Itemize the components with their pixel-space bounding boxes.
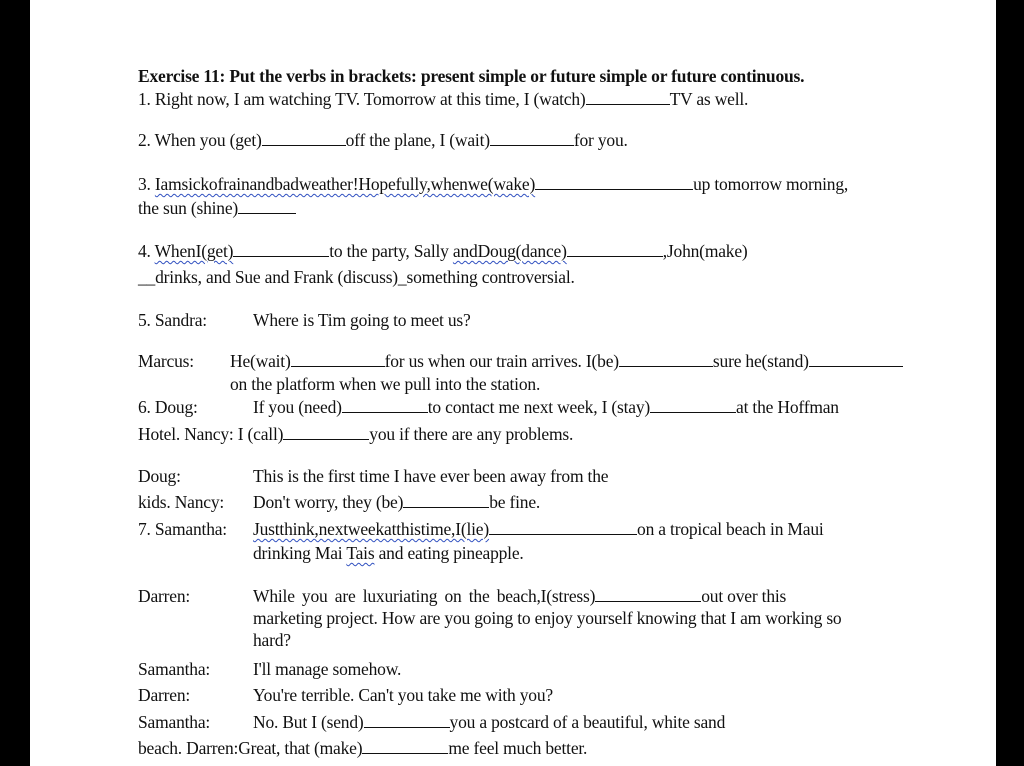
question-4-line-2	[138, 267, 575, 287]
nancy-text-end-2: be fine.	[489, 492, 541, 512]
doug-text-mid: to contact me next week, I (stay)	[427, 397, 651, 417]
answer-blank[interactable]	[233, 241, 329, 257]
answer-blank[interactable]	[650, 397, 736, 413]
nancy-text-end: you if there are any problems.	[369, 424, 574, 444]
answer-blank[interactable]	[567, 241, 663, 257]
samantha-line	[253, 519, 824, 539]
answer-blank[interactable]	[403, 492, 489, 508]
darren-text-final: beach. Darren:Great, that (make)	[138, 738, 363, 758]
question-3	[138, 174, 848, 194]
q4-text-mid: ,John(make)	[662, 241, 748, 261]
answer-blank[interactable]	[490, 130, 574, 146]
answer-blank[interactable]	[619, 351, 713, 367]
doug-line-2	[138, 424, 573, 444]
question-1	[138, 89, 748, 109]
doug-text-end: at the Hoffman	[736, 397, 839, 417]
q2-text-mid: off the plane, I (wait)	[345, 130, 490, 150]
answer-blank[interactable]	[362, 738, 448, 754]
samantha-text-end-3: you a postcard of a beautiful, white sand	[449, 712, 726, 732]
exercise-title: Exercise 11: Put the verbs in brackets: present simple or future simple or future continuous.	[138, 66, 805, 86]
darren-line	[253, 586, 865, 606]
speaker-darren: Darren:	[138, 586, 191, 606]
q3-number: 3.	[138, 174, 155, 194]
samantha-line-2	[253, 543, 524, 563]
samantha-line-3: I'll manage somehow.	[253, 659, 402, 679]
samantha-text-3: No. But I (send)	[253, 712, 364, 732]
answer-blank[interactable]	[283, 424, 369, 440]
marcus-text-mid-2: sure he(stand)	[712, 351, 809, 371]
doug-line	[253, 397, 839, 417]
answer-blank[interactable]	[238, 198, 296, 214]
samantha-text-misspelled-2: Tais	[346, 543, 375, 563]
samantha-line-4	[253, 712, 725, 732]
nancy-text: Hotel. Nancy: I (call)	[138, 424, 284, 444]
document-page	[30, 0, 996, 766]
answer-blank[interactable]	[489, 519, 637, 535]
marcus-line	[230, 351, 903, 371]
speaker-sandra: 5. Sandra:	[138, 310, 207, 330]
answer-blank[interactable]	[595, 586, 701, 602]
darren-text: While you are luxuriating on the beach,I(stress)	[253, 586, 596, 606]
answer-blank[interactable]	[342, 397, 428, 413]
samantha-text-end: on a tropical beach in Maui	[637, 519, 824, 539]
q4-text: to the party, Sally	[329, 241, 453, 261]
marcus-line-2: on the platform when we pull into the station.	[230, 374, 541, 394]
speaker-nancy: kids. Nancy:	[138, 492, 225, 512]
marcus-text-mid: for us when our train arrives. I(be)	[384, 351, 619, 371]
speaker-samantha: 7. Samantha:	[138, 519, 227, 539]
nancy-text-2: Don't worry, they (be)	[253, 492, 404, 512]
darren-line-4: You're terrible. Can't you take me with you?	[253, 685, 553, 705]
samantha-text-misspelled: Justthink,nextweekatthistime,I(lie)	[253, 519, 490, 539]
answer-blank[interactable]	[586, 89, 670, 105]
answer-blank[interactable]	[291, 351, 385, 367]
q1-text-end: TV as well.	[669, 89, 749, 109]
question-2	[138, 130, 628, 150]
q4-text-end: __drinks, and Sue and Frank (discuss)_something controversial.	[138, 267, 575, 287]
q1-text: 1. Right now, I am watching TV. Tomorrow at this time, I (watch)	[138, 89, 586, 109]
q4-number: 4.	[138, 241, 155, 261]
speaker-samantha-3: Samantha:	[138, 712, 211, 732]
nancy-line	[253, 492, 540, 512]
q4-text-misspelled: WhenI(get)	[154, 241, 234, 261]
answer-blank[interactable]	[809, 351, 903, 367]
answer-blank[interactable]	[535, 174, 693, 190]
sandra-line: Where is Tim going to meet us?	[253, 310, 471, 330]
q2-text: 2. When you (get)	[138, 130, 262, 150]
q3-text-misspelled: Iamsickofrainandbadweather!Hopefully,whenwe(wake)	[154, 174, 536, 194]
samantha-text: drinking Mai	[253, 543, 347, 563]
question-4	[138, 241, 748, 261]
speaker-darren-2: Darren:	[138, 685, 191, 705]
question-3-line-2	[138, 198, 296, 218]
darren-text-end: out over this	[701, 586, 787, 606]
samantha-text-2: and eating pineapple.	[374, 543, 524, 563]
q4-text-misspelled-2: andDoug(dance)	[452, 241, 567, 261]
marcus-text: He(wait)	[230, 351, 291, 371]
q2-text-end: for you.	[573, 130, 628, 150]
darren-text-final-end: me feel much better.	[448, 738, 588, 758]
q3-text-mid: up tomorrow morning,	[693, 174, 849, 194]
speaker-samantha-2: Samantha:	[138, 659, 211, 679]
answer-blank[interactable]	[262, 130, 346, 146]
darren-line-3: hard?	[253, 630, 291, 650]
speaker-doug: 6. Doug:	[138, 397, 198, 417]
answer-blank[interactable]	[364, 712, 450, 728]
doug-line-3: This is the first time I have ever been away from the	[253, 466, 609, 486]
speaker-doug-2: Doug:	[138, 466, 181, 486]
darren-line-2: marketing project. How are you going to enjoy yourself knowing that I am working so	[253, 608, 842, 628]
doug-text: If you (need)	[253, 397, 342, 417]
final-line	[138, 738, 587, 758]
speaker-marcus: Marcus:	[138, 351, 194, 371]
q3-text-end: the sun (shine)	[138, 198, 239, 218]
